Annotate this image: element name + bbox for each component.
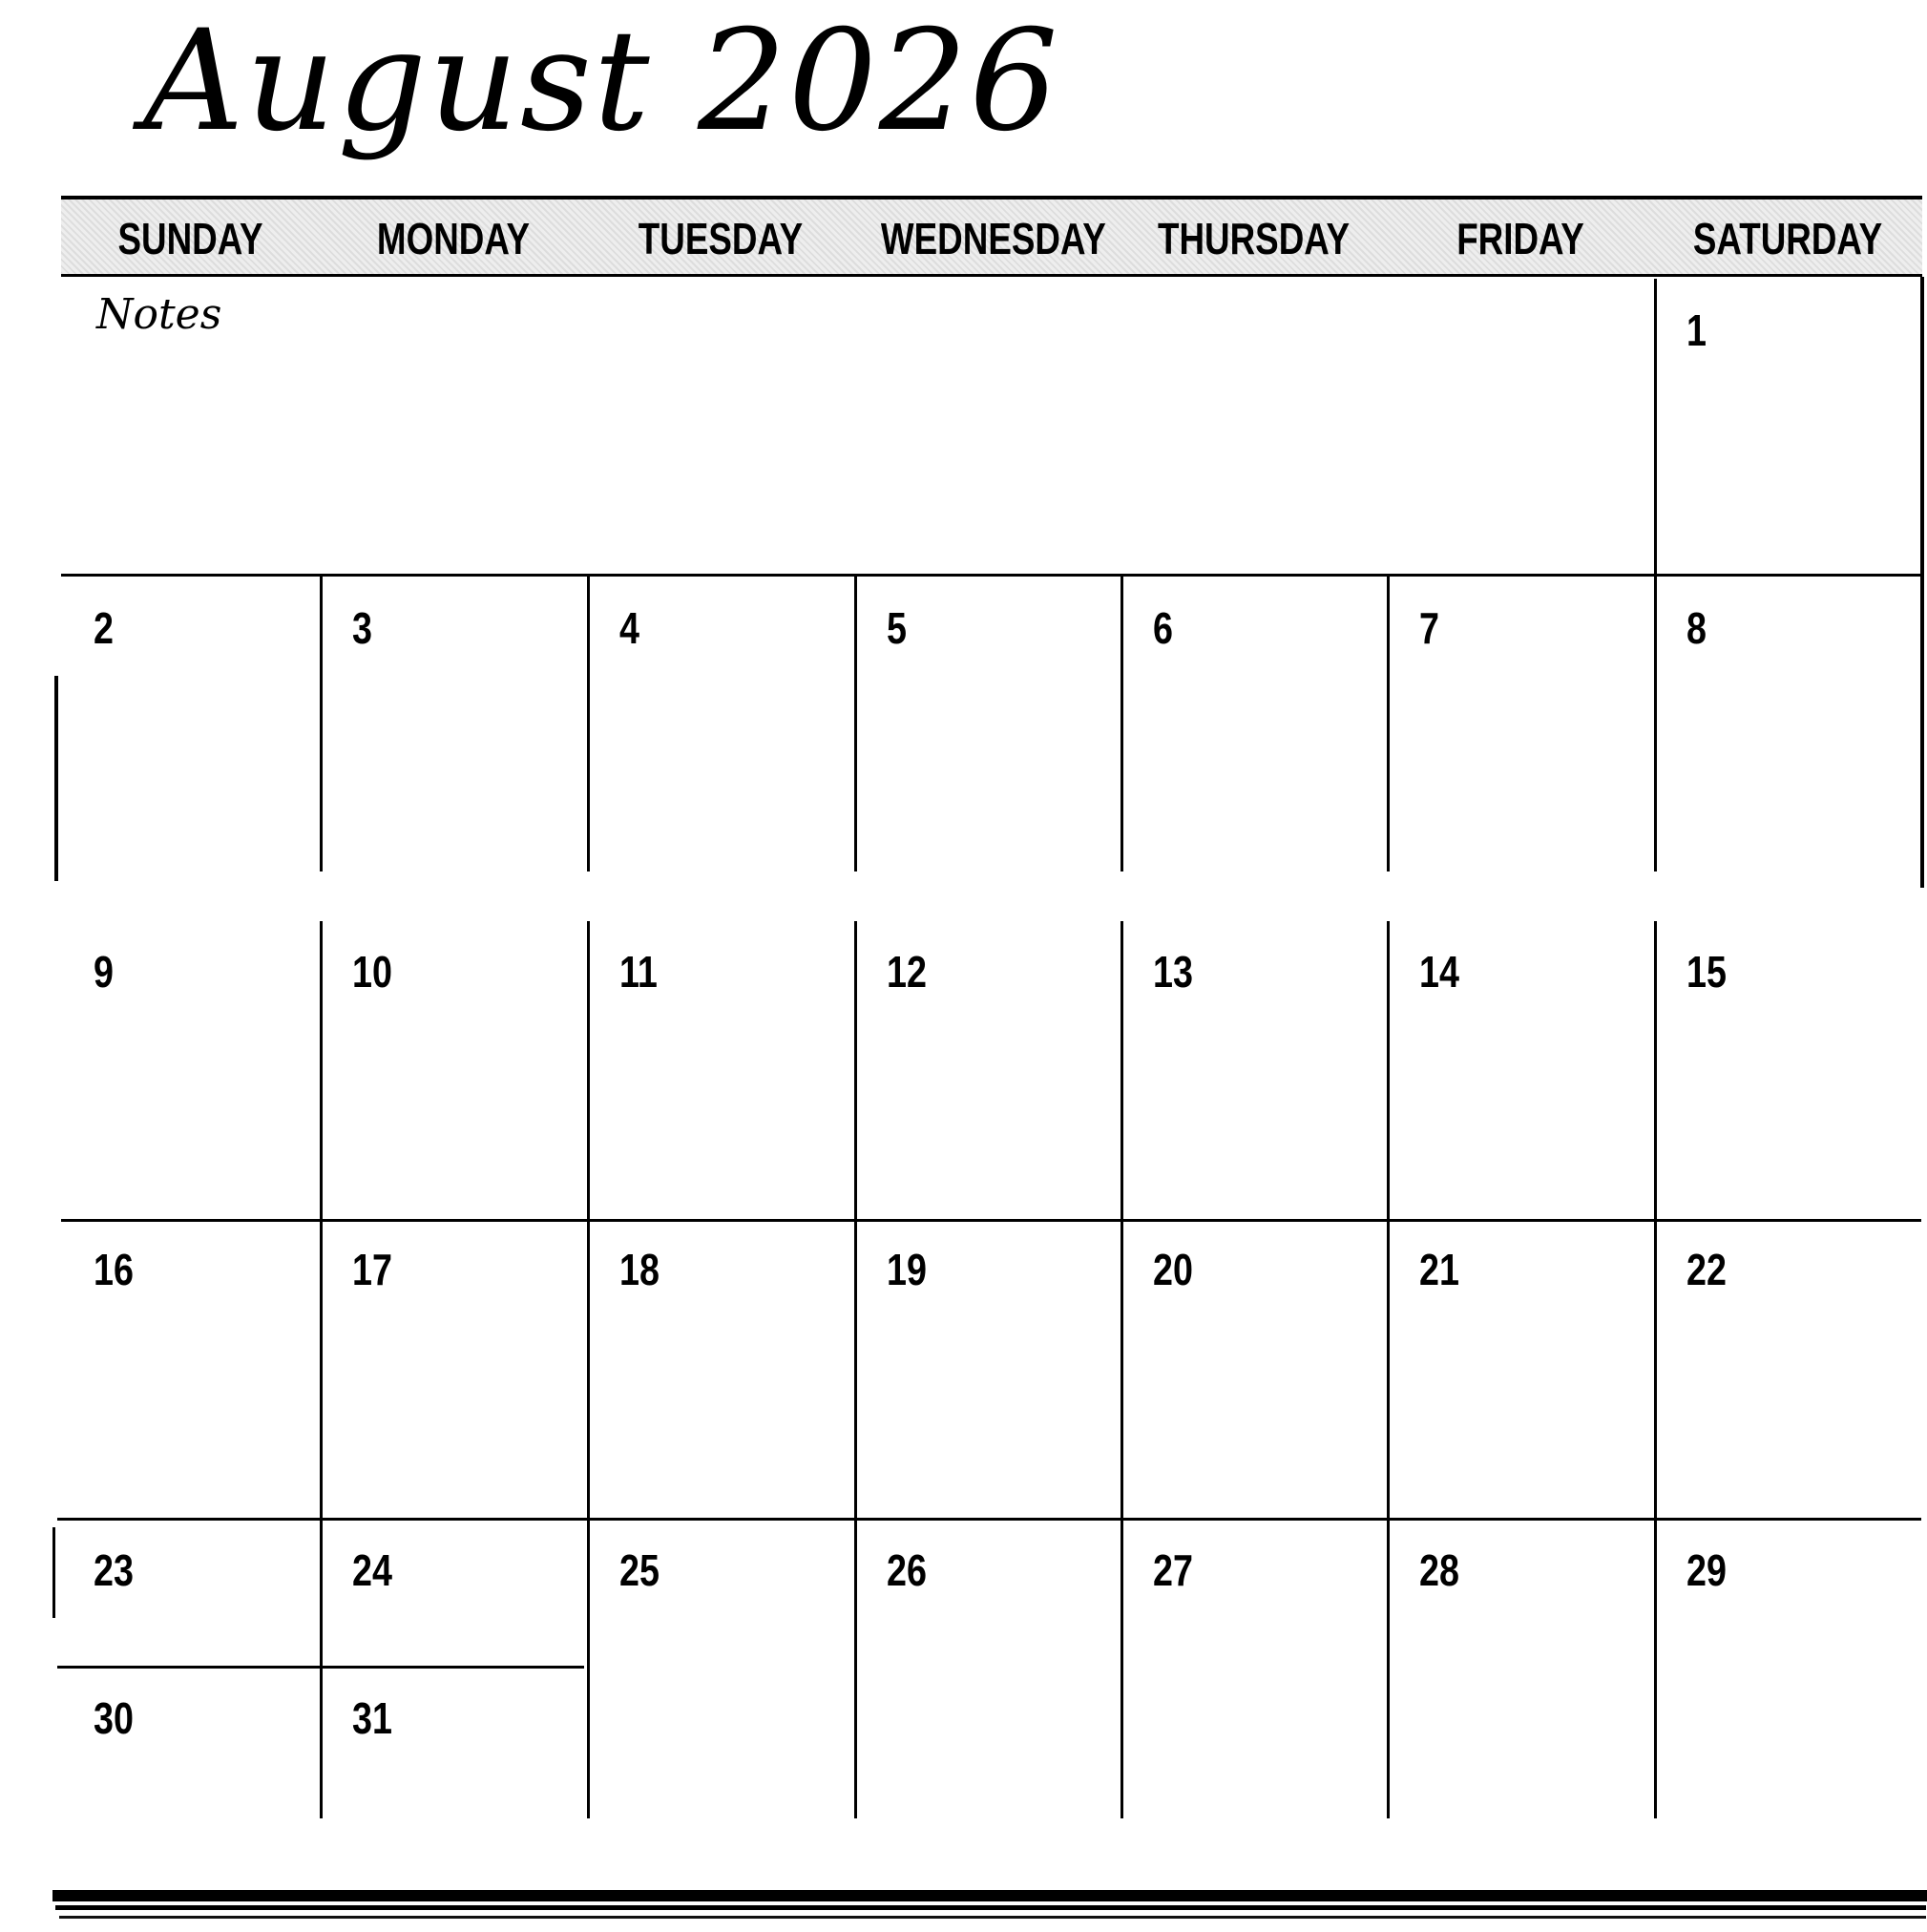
grid-line xyxy=(1387,921,1390,1220)
weekday-tuesday: TUESDAY xyxy=(638,214,804,263)
grid-line xyxy=(1387,1220,1390,1520)
weekday-sunday: SUNDAY xyxy=(117,214,263,263)
day-number: 19 xyxy=(887,1245,927,1294)
day-number: 5 xyxy=(887,603,907,653)
grid-line xyxy=(587,921,590,1220)
grid-line xyxy=(854,1520,857,1818)
day-number: 1 xyxy=(1686,305,1707,355)
grid-line xyxy=(1121,576,1123,872)
day-number: 17 xyxy=(352,1245,392,1294)
day-number: 27 xyxy=(1153,1545,1193,1595)
grid-line xyxy=(1387,1520,1390,1818)
day-number: 14 xyxy=(1419,947,1459,997)
day-number: 7 xyxy=(1419,603,1439,653)
scan-edge-mark xyxy=(1920,277,1924,888)
grid-line xyxy=(57,1518,1921,1521)
scan-edge-mark xyxy=(52,1527,55,1618)
grid-line xyxy=(1654,1520,1657,1818)
scan-edge-mark xyxy=(54,676,58,881)
weekday-saturday: SATURDAY xyxy=(1692,214,1883,263)
weekday-monday: MONDAY xyxy=(376,214,531,263)
weekday-thursday: THURSDAY xyxy=(1157,214,1351,263)
day-number: 23 xyxy=(94,1545,134,1595)
weekday-friday: FRIDAY xyxy=(1456,214,1584,263)
grid-line xyxy=(854,576,857,872)
day-number: 6 xyxy=(1153,603,1173,653)
grid-line xyxy=(587,576,590,872)
grid-line xyxy=(1654,279,1657,576)
grid-line xyxy=(1121,1520,1123,1818)
notes-label: Notes xyxy=(96,290,222,339)
grid-line xyxy=(1121,1220,1123,1520)
day-number: 25 xyxy=(619,1545,660,1595)
day-number: 4 xyxy=(619,603,639,653)
day-number: 18 xyxy=(619,1245,660,1294)
page-bottom-edge xyxy=(59,1916,1926,1919)
grid-line xyxy=(587,1220,590,1520)
day-number: 11 xyxy=(619,947,658,997)
day-number: 30 xyxy=(94,1693,134,1743)
day-number: 21 xyxy=(1419,1245,1459,1294)
day-number: 24 xyxy=(352,1545,392,1595)
grid-line xyxy=(320,921,323,1220)
page-bottom-edge xyxy=(52,1890,1927,1901)
grid-line xyxy=(587,1520,590,1818)
grid-line xyxy=(320,1520,323,1818)
day-number: 16 xyxy=(94,1245,134,1294)
grid-line xyxy=(854,921,857,1220)
day-number: 20 xyxy=(1153,1245,1193,1294)
page-bottom-edge xyxy=(55,1905,1926,1910)
day-number: 29 xyxy=(1686,1545,1727,1595)
day-number: 9 xyxy=(94,947,114,997)
day-number: 3 xyxy=(352,603,372,653)
grid-line xyxy=(320,1220,323,1520)
day-number: 26 xyxy=(887,1545,927,1595)
grid-line xyxy=(1654,1220,1657,1520)
day-number: 28 xyxy=(1419,1545,1459,1595)
day-number: 8 xyxy=(1686,603,1707,653)
day-number: 15 xyxy=(1686,947,1727,997)
grid-line xyxy=(61,1219,1921,1222)
grid-line xyxy=(1121,921,1123,1220)
weekday-wednesday: WEDNESDAY xyxy=(880,214,1106,263)
grid-line xyxy=(1654,921,1657,1220)
day-number: 10 xyxy=(352,947,392,997)
day-number: 2 xyxy=(94,603,114,653)
day-number: 13 xyxy=(1153,947,1193,997)
grid-line xyxy=(320,576,323,872)
day-number: 12 xyxy=(887,947,927,997)
day-number: 31 xyxy=(352,1693,392,1743)
day-number: 22 xyxy=(1686,1245,1727,1294)
grid-line xyxy=(1654,576,1657,872)
grid-line xyxy=(854,1220,857,1520)
grid-line xyxy=(61,574,1921,577)
month-title: August 2026 xyxy=(143,0,1060,162)
grid-line xyxy=(1387,576,1390,872)
